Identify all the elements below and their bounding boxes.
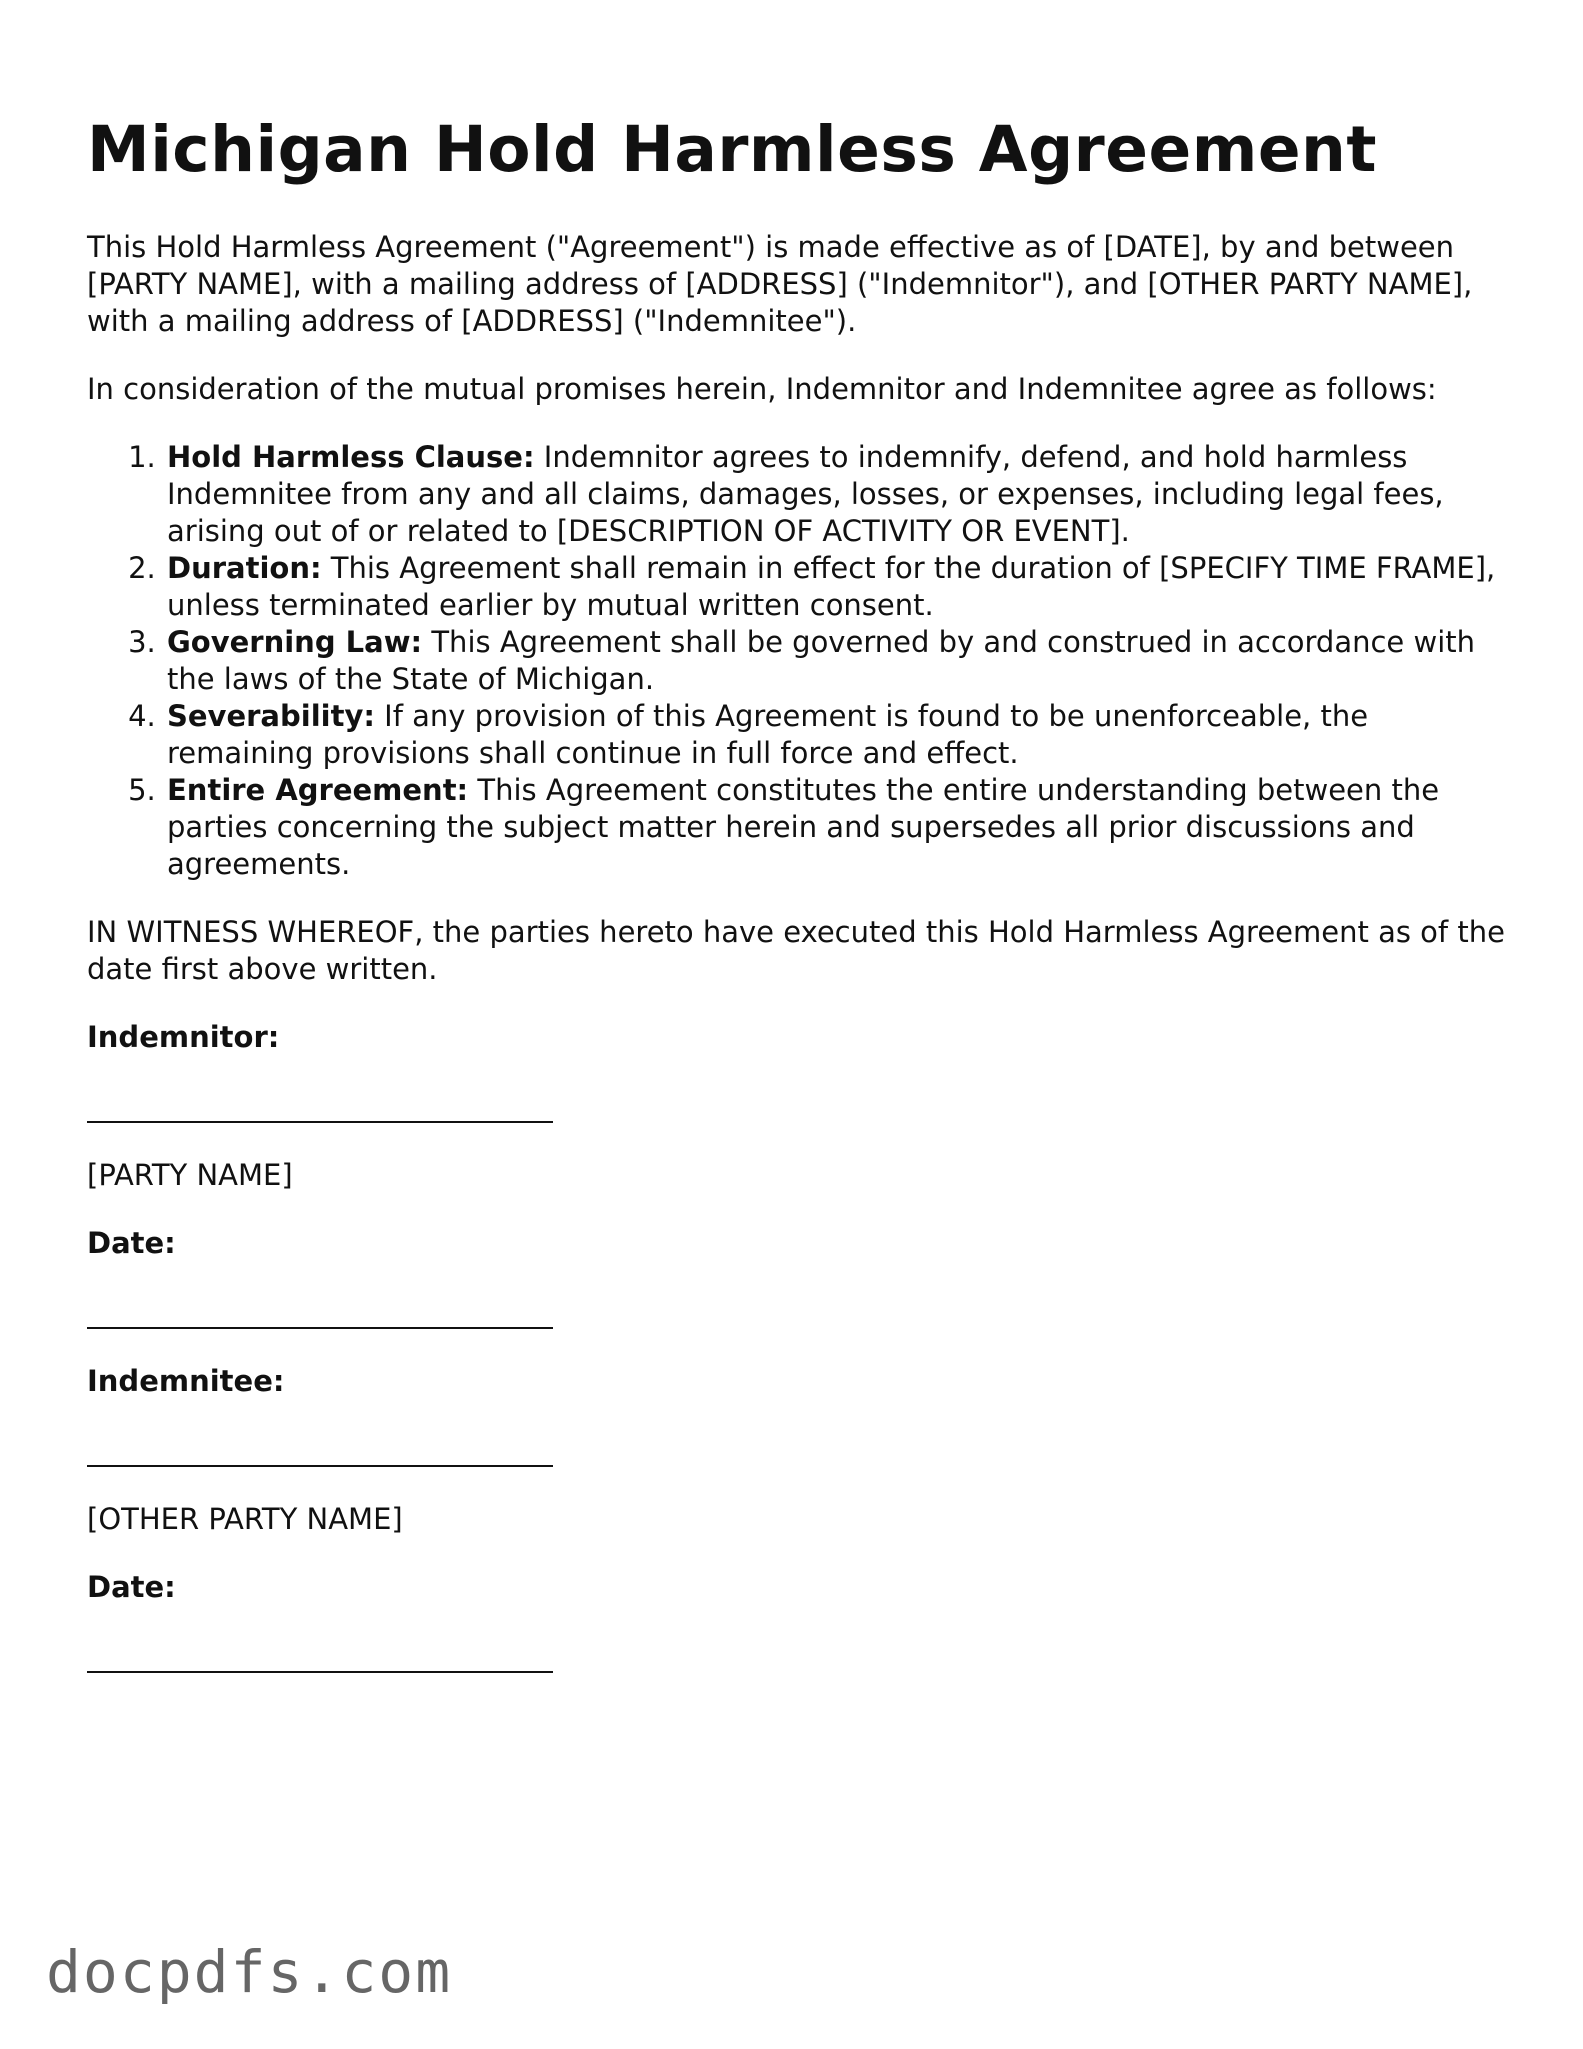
indemnitee-label: Indemnitee: [87,1364,285,1398]
indemnitor-label: Indemnitor: [87,1020,280,1054]
consideration-paragraph: In consideration of the mutual promises herein, Indemnitor and Indemnitee agree as follows: [87,372,1437,406]
clause-item [165,624,1507,698]
indemnitor-date-line[interactable] [87,1291,553,1329]
clause-heading: Entire Agreement: [167,773,469,807]
indemnitee-name: [OTHER PARTY NAME] [87,1502,403,1536]
indemnitee-signature-line[interactable] [87,1429,553,1467]
clause-text: This Agreement shall be governed by and construed in accordance with the laws of the State of Michigan. [167,625,1476,696]
indemnitor-date-label: Date: [87,1226,176,1260]
clause-text: Indemnitor agrees to indemnify, defend, and hold harmless Indemnitee from any and all claims, damages, losses, or expenses, including legal fees, arising out of or related to [DESCRIPTION OF ACTIVITY OR EVENT]. [167,440,1444,548]
clause-item [165,439,1507,550]
indemnitee-date-label: Date: [87,1570,176,1604]
clause-item [165,772,1507,883]
watermark-text: docpdfs.com [46,1938,453,2006]
clause-text: If any provision of this Agreement is found to be unenforceable, the remaining provisions shall continue in full force and effect. [167,699,1369,770]
witness-paragraph: IN WITNESS WHEREOF, the parties hereto have executed this Hold Harmless Agreement as of the date first above written. [87,915,1505,986]
document-page [87,112,1507,1707]
clause-text: This Agreement shall remain in effect for the duration of [SPECIFY TIME FRAME], unless terminated earlier by mutual written consent. [167,551,1496,622]
clause-item [165,698,1507,772]
indemnitor-signature-line[interactable] [87,1085,553,1123]
indemnitee-date-line[interactable] [87,1635,553,1673]
clause-heading: Duration: [167,551,322,585]
clause-heading: Severability: [167,699,375,733]
indemnitor-name: [PARTY NAME] [87,1158,293,1192]
clause-item [165,550,1507,624]
document-title: Michigan Hold Harmless Agreement [87,113,1378,186]
clause-heading: Hold Harmless Clause: [167,440,535,474]
clause-text: This Agreement constitutes the entire understanding between the parties concerning the subject matter herein and supersedes all prior discussions and agreements. [167,773,1440,881]
intro-paragraph: This Hold Harmless Agreement ("Agreement") is made effective as of [DATE], by and between [PARTY NAME], with a mailing address of [ADDRESS] ("Indemnitor"), and [OTHER PARTY NAME], with a mailing address of [ADDRESS] ("Indemnitee"). [87,230,1473,338]
clause-heading: Governing Law: [167,625,423,659]
clauses-list [87,439,1507,883]
